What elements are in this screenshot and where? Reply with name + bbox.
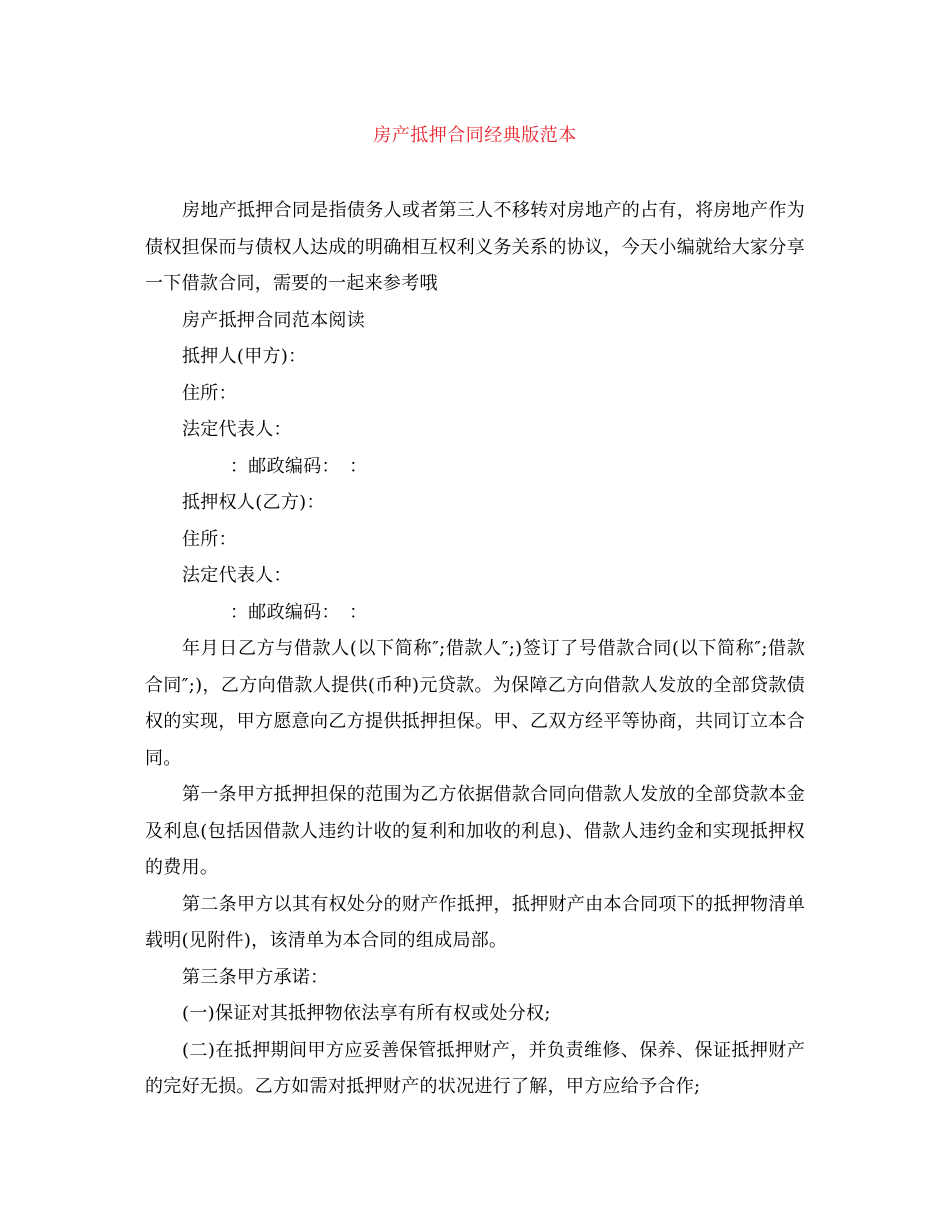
mortgagor-address-label: 住所： — [182, 382, 237, 404]
mortgagee-address-label: 住所： — [182, 528, 237, 550]
document-body — [145, 193, 805, 1106]
mortgagor-postal-code-label: ：邮政编码： ： — [230, 455, 368, 477]
article-3-item-2: (二)在抵押期间甲方应妥善保管抵押财产，并负责维修、保养、保证抵押财产的完好无损。乙方如需对抵押财产的状况进行了解，甲方应给予合作; — [145, 1039, 805, 1097]
document-title: 房产抵押合同经典版范本 — [373, 125, 577, 146]
intro-paragraph: 房地产抵押合同是指债务人或者第三人不移转对房地产的占有，将房地产作为债权担保而与债权人达成的明确相互权利义务关系的协议，今天小编就给大家分享一下借款合同，需要的一起来参考哦 — [145, 200, 805, 294]
section-heading: 房产抵押合同范本阅读 — [182, 309, 365, 331]
mortgagee-label: 抵押权人(乙方)： — [182, 492, 325, 513]
mortgagor-representative-label: 法定代表人： — [182, 419, 292, 440]
article-2-paragraph: 第二条甲方以其有权处分的财产作抵押，抵押财产由本合同项下的抵押物清单载明(见附件)，该清单为本合同的组成局部。 — [145, 893, 805, 951]
article-1-paragraph: 第一条甲方抵押担保的范围为乙方依据借款合同向借款人发放的全部贷款本金及利息(包括因借款人违约计收的复利和加收的利息)、借款人违约金和实现抵押权的费用。 — [145, 784, 805, 878]
mortgagee-postal-code-label: ：邮政编码： ： — [230, 601, 368, 623]
article-3-item-1: (一)保证对其抵押物依法享有所有权或处分权; — [182, 1003, 551, 1024]
mortgagee-representative-label: 法定代表人： — [182, 565, 292, 586]
preamble-paragraph: 年月日乙方与借款人(以下简称″;借款人″;)签订了号借款合同(以下简称″;借款合同″;)，乙方向借款人提供(币种)元贷款。为保障乙方向借款人发放的全部贷款债权的实现，甲方愿意向乙方提供抵押担保。甲、乙双方经平等协商，共同订立本合同。 — [145, 638, 805, 769]
mortgagor-label: 抵押人(甲方)： — [182, 346, 307, 367]
article-3-heading: 第三条甲方承诺： — [182, 966, 329, 988]
